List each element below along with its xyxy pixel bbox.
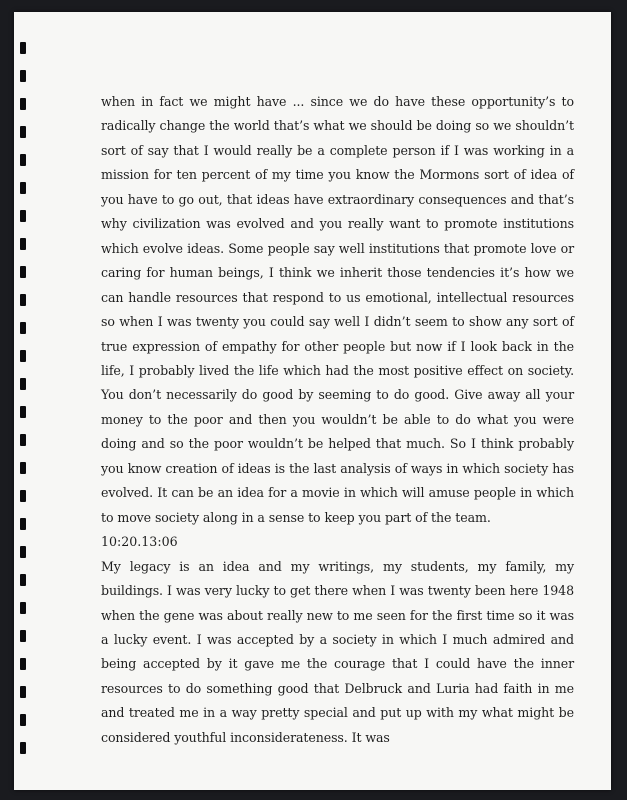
binding-hole [20,658,26,670]
binding-hole [20,378,26,390]
binding-hole [20,350,26,362]
binding-hole [20,714,26,726]
binding-hole [20,434,26,446]
binding-holes [20,12,28,790]
binding-hole [20,210,26,222]
binding-hole [20,238,26,250]
binding-hole [20,42,26,54]
binding-hole [20,322,26,334]
binding-hole [20,518,26,530]
binding-hole [20,602,26,614]
transcript-body [101,90,574,750]
binding-hole [20,686,26,698]
binding-hole [20,742,26,754]
binding-hole [20,546,26,558]
binding-hole [20,630,26,642]
timestamp: 10:20.13:06 [101,534,178,550]
transcript-paragraph-2: My legacy is an idea and my writings, my students, my family, my buildings. I was very lucky to get there when I was twenty been here 1948 when the gene was about really new to me seen for the first time so it was a lucky event. I was accepted by a society in which I much admired and being accepted by it gave me the courage that I could have the inner resources to do something good that Delbruck and Luria had faith in me and treated me in a way pretty special and put up with my what might be considered youthful inconsiderateness. It was [101,558,574,745]
binding-hole [20,70,26,82]
binding-hole [20,182,26,194]
binding-hole [20,266,26,278]
transcript-paragraph-1: when in fact we might have ... since we do have these opportunity’s to radically change the world that’s what we should be doing so we shouldn’t sort of say that I would really be a complete person if I was working in a mission for ten percent of my time you know the Mormons sort of idea of you have to go out, that ideas have extraordinary consequences and that’s why civilization was evolved and you really want to promote institutions which evolve ideas. Some people say well institutions that promote love or caring for human beings, I think we inherit those tendencies it’s how we can handle resources that respond to us emotional, intellectual resources so when I was twenty you could say well I didn’t seem to show any sort of true expression of empathy for other people but now if I look back in the life, I probably lived the life which had the most positive effect on society. You don’t necessarily do good by seeming to do good. Give away all your money to the poor and then you wouldn’t be able to do what you were doing and so the poor wouldn’t be helped that much. So I think probably you know creation of ideas is the last analysis of ways in which society has evolved. It can be an idea for a movie in which will amuse people in which to move society along in a sense to keep you part of the team. [101,94,574,525]
document-page [14,12,611,790]
binding-hole [20,154,26,166]
binding-hole [20,126,26,138]
binding-hole [20,294,26,306]
binding-hole [20,98,26,110]
binding-hole [20,490,26,502]
binding-hole [20,574,26,586]
binding-hole [20,406,26,418]
binding-hole [20,462,26,474]
